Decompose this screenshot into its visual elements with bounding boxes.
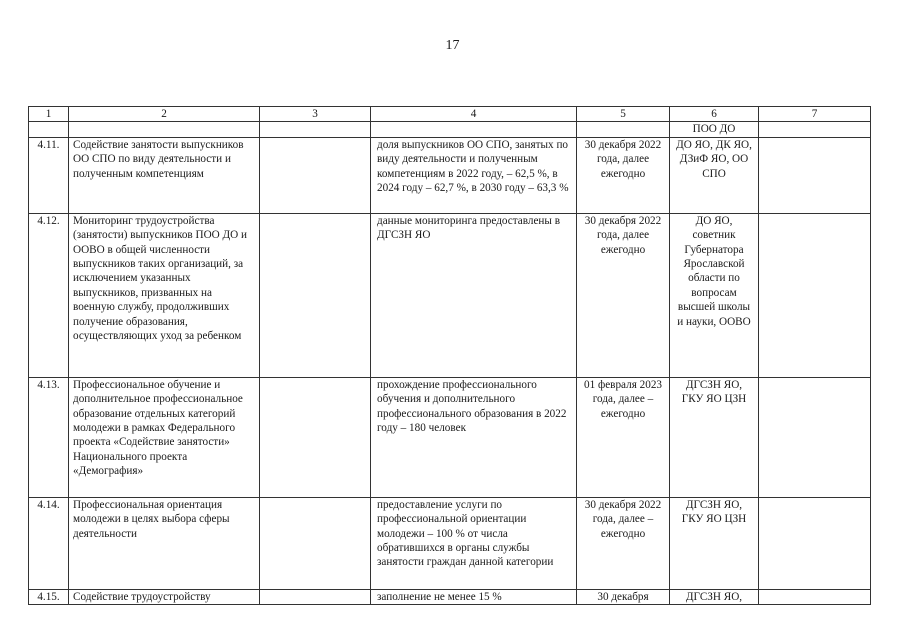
cell-deadline: 30 декабря 2022 года, далее ежегодно [577,137,670,213]
cell-deadline: 30 декабря 2022 года, далее ежегодно [577,213,670,377]
cell-task: Содействие занятости выпускников ОО СПО по виду деятельности и полученным компетенциям [69,137,260,213]
table-row [29,497,871,589]
cell-responsible: ДГСЗН ЯО, [670,589,759,604]
cell-task: Профессиональное обучение и дополнительное профессиональное образование отдельных категорий молодежи в рамках Федерального проекта «Содействие занятости» Национального проекта «Демография» [69,377,260,497]
cell-responsible: ДГСЗН ЯО, ГКУ ЯО ЦЗН [670,497,759,589]
cell-col7 [759,122,871,137]
cell-col3 [260,213,371,377]
table-row [29,589,871,604]
cell-result: заполнение не менее 15 % [371,589,577,604]
header-cell: 2 [69,107,260,122]
cell-col7 [759,137,871,213]
cell-num: 4.11. [29,137,69,213]
cell-deadline: 30 декабря [577,589,670,604]
cell-col3 [260,377,371,497]
header-cell: 4 [371,107,577,122]
cell-result: предоставление услуги по профессиональной ориентации молодежи – 100 % от числа обратившихся в органы службы занятости граждан данной категории [371,497,577,589]
cell-deadline: 30 декабря 2022 года, далее – ежегодно [577,497,670,589]
cell-num: 4.15. [29,589,69,604]
cell-responsible: ДО ЯО, советник Губернатора Ярославской области по вопросам высшей школы и науки, ООВО [670,213,759,377]
cell-responsible: ДГСЗН ЯО, ГКУ ЯО ЦЗН [670,377,759,497]
measures-table [28,106,871,605]
table-row [29,213,871,377]
cell-col7 [759,377,871,497]
cell-responsible: ДО ЯО, ДК ЯО, ДЗиФ ЯО, ОО СПО [670,137,759,213]
cell-col7 [759,589,871,604]
cell-col3 [260,122,371,137]
cell-result: данные мониторинга предоставлены в ДГСЗН ЯО [371,213,577,377]
header-cell: 1 [29,107,69,122]
cell-task: Содействие трудоустройству [69,589,260,604]
cell-num: 4.13. [29,377,69,497]
table-row [29,137,871,213]
header-cell: 6 [670,107,759,122]
cell-result [371,122,577,137]
cell-num: 4.12. [29,213,69,377]
page-number: 17 [445,38,460,53]
header-cell: 7 [759,107,871,122]
cell-col3 [260,497,371,589]
table-header-row [29,107,871,122]
cell-task: Мониторинг трудоустройства (занятости) выпускников ПОО ДО и ООВО в общей численности выпускников таких организаций, за исключением указанных выпускников, призванных на военную службу, продолживших получение образования, осуществляющих уход за ребенком [69,213,260,377]
cell-col7 [759,213,871,377]
header-cell: 3 [260,107,371,122]
cell-col7 [759,497,871,589]
cell-col3 [260,137,371,213]
cell-num [29,122,69,137]
continuation-row [29,122,871,137]
header-cell: 5 [577,107,670,122]
cell-task [69,122,260,137]
cell-deadline [577,122,670,137]
cell-responsible: ПОО ДО [670,122,759,137]
cell-num: 4.14. [29,497,69,589]
cell-task: Профессиональная ориентация молодежи в целях выбора сферы деятельности [69,497,260,589]
cell-result: доля выпускников ОО СПО, занятых по виду деятельности и полученным компетенциям в 2022 году, – 62,5 %, в 2024 году – 62,7 %, в 2030 году – 63,3 % [371,137,577,213]
cell-result: прохождение профессионального обучения и дополнительного профессионального образования в 2022 году – 180 человек [371,377,577,497]
table-row [29,377,871,497]
cell-deadline: 01 февраля 2023 года, далее – ежегодно [577,377,670,497]
cell-col3 [260,589,371,604]
